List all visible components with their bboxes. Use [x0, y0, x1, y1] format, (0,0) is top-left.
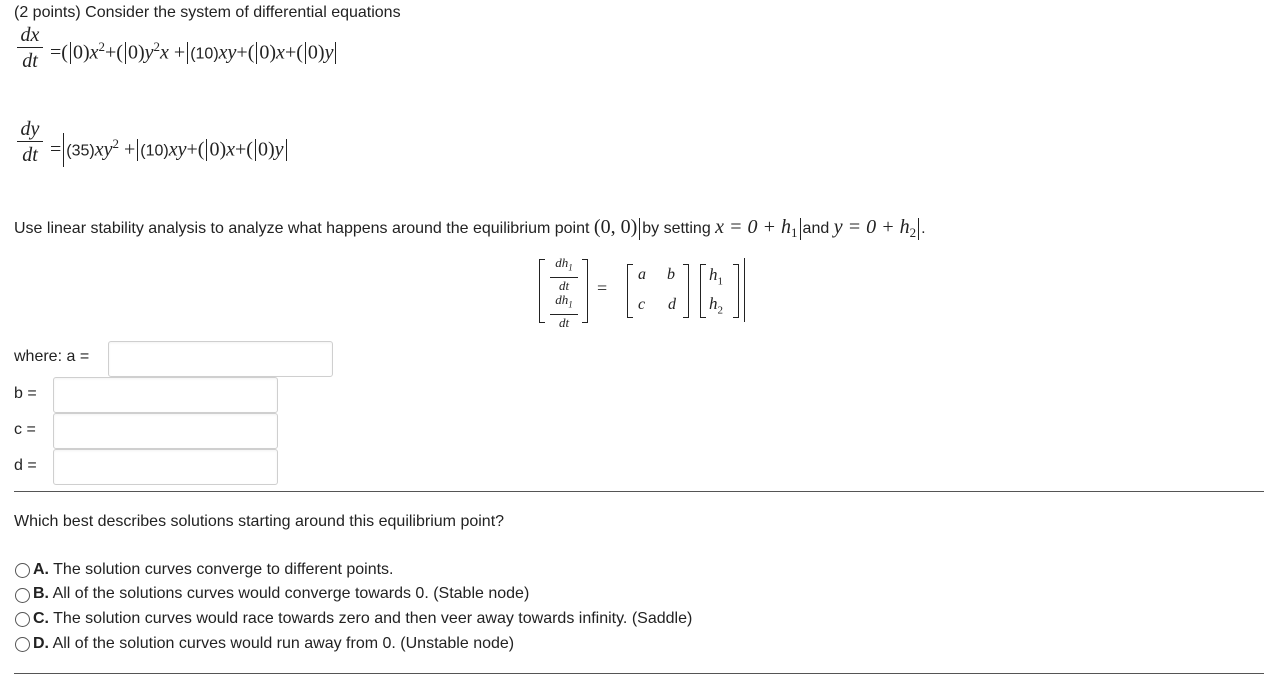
dh2-dt-fraction: $dh_1$ dt [550, 293, 578, 330]
dh1-dt-fraction: $dh_1$ dt [550, 256, 578, 293]
dt-denominator: dt [22, 50, 38, 72]
eq2-coef-xy2: 35 [71, 142, 90, 160]
c-input[interactable] [53, 413, 278, 449]
instruction-prefix: Use linear stability analysis to analyze what happens around the equilibrium point [14, 220, 590, 237]
matrix-b: b [667, 266, 675, 283]
d-input[interactable] [53, 449, 278, 485]
h2-entry: $h_2$ [709, 294, 723, 317]
eq1-coef-x2: 0 [72, 41, 83, 64]
eq1-coef-y: 0 [307, 41, 318, 64]
b-input[interactable] [53, 377, 278, 413]
problem-header: (2 points) Consider the system of differential equations [14, 4, 401, 21]
radio-c[interactable] [15, 612, 30, 627]
divider-bottom [14, 673, 1264, 674]
y-substitution: y = 0 + h [833, 216, 910, 238]
d-label: d = [14, 457, 37, 474]
dx-numerator: dx [20, 24, 40, 46]
eq1-coef-x: 0 [259, 41, 270, 64]
x-substitution: x = 0 + h [715, 216, 792, 238]
matrix-d: d [668, 296, 676, 313]
dt-denominator-2: dt [22, 144, 38, 166]
divider-top [14, 491, 1264, 492]
eq1-coef-xy: 10 [195, 45, 214, 63]
and-text: and [802, 220, 830, 237]
question-prompt: Which best describes solutions starting around this equilibrium point? [14, 513, 505, 530]
dxdt-fraction [17, 24, 43, 72]
radio-a[interactable] [15, 563, 30, 578]
dy-numerator: dy [20, 118, 40, 140]
matrix-c: c [638, 296, 646, 313]
problem-panel: (2 points) Consider the system of differential equations dx dt =( $0)x^2+$( $0)y^2x + (10)xy+$( 0)x+( 0)y dy dt = $(35)xy^2 + (10)xy+$( 0)x+( 0)y Use linear stability analysis to analyze what happens around the equilibrium point (0, 0) by setting $x = 0 + h_1$ and $y = 0 + h_2$ . $dh_1$ dt $dh_1$ dt = a b c d $h_1$ $h_2$ where: a = b = c = d = Which best describes solutions starting around this equilibrium point? A. The solution curves converge to different points. B. All of the solutions curves would converge towards 0. (Stable node) C. The solution curves would race towards zero and then veer away towards infinity. (Saddle) D. All of the solution curves would run away from 0. (Unstable node) [0, 0, 1272, 694]
instruction-mid: by setting [642, 220, 711, 237]
a-input[interactable] [108, 341, 333, 377]
matrix-equals: = [597, 278, 608, 298]
a-label: where: a = [14, 348, 90, 365]
radio-b[interactable] [15, 588, 30, 603]
equation-2-rhs: = $(35)xy^2 + (10)xy+$( 0)x+( 0)y [50, 131, 289, 167]
equation-1-rhs: =( $0)x^2+$( $0)y^2x + (10)xy+$( 0)x+( 0)y [50, 34, 338, 68]
matrix-a: a [638, 266, 646, 283]
equilibrium-point: (0, 0) [593, 216, 638, 238]
eq2-coef-y: 0 [257, 138, 268, 161]
eq2-coef-x: 0 [209, 138, 220, 161]
dydt-fraction [17, 118, 43, 166]
instruction-line: Use linear stability analysis to analyze what happens around the equilibrium point (0, 0) by setting $x = 0 + h_1$ and $y = 0 + h_2$ . [14, 216, 926, 241]
radio-d[interactable] [15, 637, 30, 652]
eq1-coef-y2x: 0 [127, 41, 138, 64]
eq2-coef-xy: 10 [145, 142, 164, 160]
b-label: b = [14, 385, 37, 402]
h1-entry: $h_1$ [709, 265, 723, 288]
c-label: c = [14, 421, 36, 438]
